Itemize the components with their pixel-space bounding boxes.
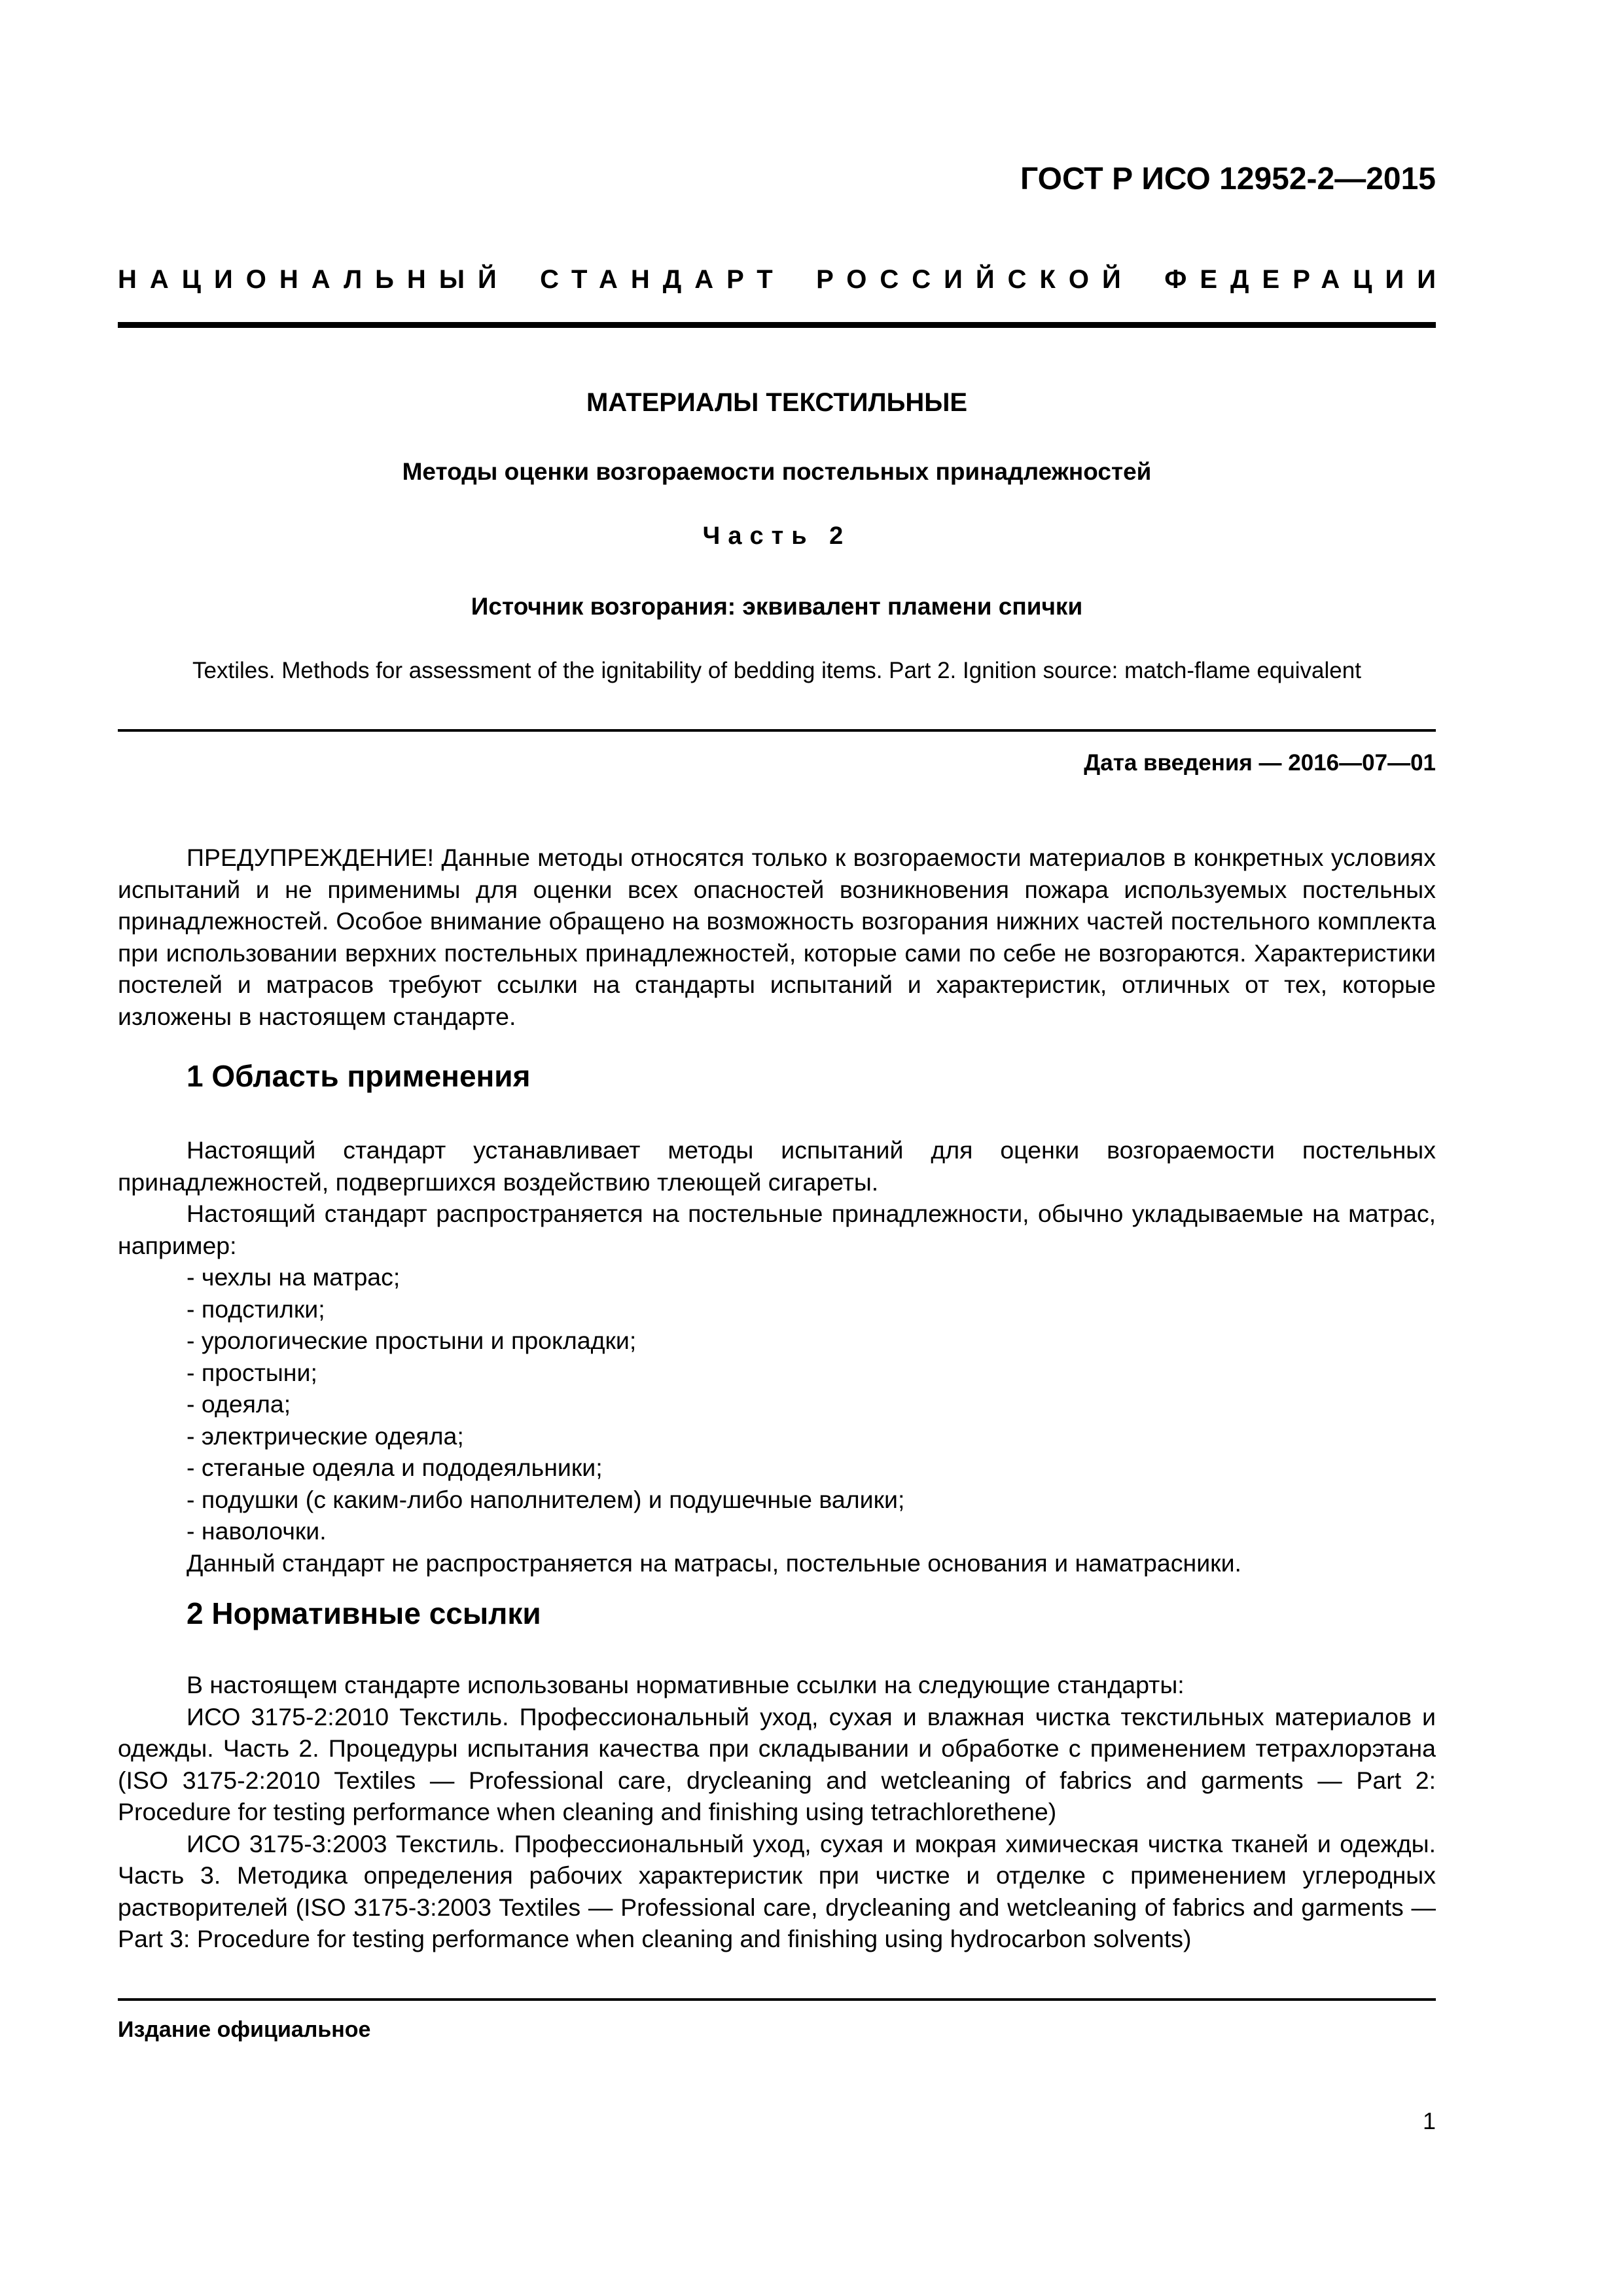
footer-divider xyxy=(118,1998,1436,2001)
bedding-items-list xyxy=(118,1261,1436,1547)
official-edition-label: Издание официальное xyxy=(118,2017,371,2042)
title-divider xyxy=(118,729,1436,732)
reference-iso-3175-3: ИСО 3175-3:2003 Текстиль. Профессиональный уход, сухая и мокрая химическая чистка тканей и одежды. Часть 3. Методика определения рабочих характеристик при чистке и отделке с применением углеродных растворителей (ISO 3175-3:2003 Textiles — Professional care, drycleaning and wetcleaning of fabrics and garments — Part 3: Procedure for testing performance when cleaning and finishing using hydrocarbon solvents) xyxy=(118,1829,1436,1952)
page-number: 1 xyxy=(1422,2108,1436,2134)
warning-text: ПРЕДУПРЕЖДЕНИЕ! Данные методы относятся только к возгораемости материалов в конкретных условиях испытаний и не применимы для оценки всех опасностей возникновения пожара используемых постельных принадлежностей. Особое внимание обращено на возможность возгорания нижних частей постельного комплекта при использовании верхних постельных принадлежностей, которые сами по себе не возгораются. Характеристики постелей и матрасов требуют ссылки на стандарты испытаний и характеристик, отличных от тех, которые изложены в настоящем стандарте. xyxy=(118,844,1436,1030)
banner-word-federation: ФЕДЕРАЦИИ xyxy=(1164,265,1449,294)
section-1-body xyxy=(118,1134,1436,1579)
list-item: - простыни; xyxy=(187,1358,317,1386)
list-item: - подстилки; xyxy=(187,1295,325,1323)
list-item: - одеяла; xyxy=(187,1390,291,1418)
introduction-date: Дата введения — 2016—07—01 xyxy=(1084,750,1436,776)
banner-word-russian: РОССИЙСКОЙ xyxy=(816,265,1134,294)
banner-word-national: НАЦИОНАЛЬНЫЙ xyxy=(118,265,510,294)
national-standard-banner xyxy=(118,265,1449,295)
document-title: МАТЕРИАЛЫ ТЕКСТИЛЬНЫЕ xyxy=(586,388,968,417)
section-1-heading: 1 Область применения xyxy=(187,1059,531,1093)
header-divider xyxy=(118,322,1436,328)
warning-block xyxy=(118,842,1436,1032)
list-item: - чехлы на матрас; xyxy=(187,1263,401,1291)
section-1-paragraph-2: Настоящий стандарт распространяется на постельные принадлежности, обычно укладываемые на матрас, например: xyxy=(118,1200,1436,1259)
section-2-heading: 2 Нормативные ссылки xyxy=(187,1596,541,1630)
part-title: Источник возгорания: эквивалент пламени спички xyxy=(471,593,1083,620)
list-item: - стеганые одеяла и пододеяльники; xyxy=(187,1454,603,1481)
english-title: Textiles. Methods for assessment of the ignitability of bedding items. Part 2. Ignition source: match-flame equivalent xyxy=(192,658,1361,683)
list-item: - электрические одеяла; xyxy=(187,1422,464,1450)
section-1-paragraph-1: Настоящий стандарт устанавливает методы испытаний для оценки возгораемости постельных принадлежностей, подвергшихся воздействию тлеющей сигареты. xyxy=(118,1136,1436,1196)
document-subtitle: Методы оценки возгораемости постельных принадлежностей xyxy=(402,458,1152,485)
section-1-paragraph-3: Данный стандарт не распространяется на матрасы, постельные основания и наматрасники. xyxy=(187,1549,1241,1577)
section-2-body xyxy=(118,1669,1436,1955)
reference-iso-3175-2: ИСО 3175-2:2010 Текстиль. Профессиональный уход, сухая и влажная чистка текстильных материалов и одежды. Часть 2. Процедуры испытания качества при складывании и обработке с применением тетрахлорэтана (ISO 3175-2:2010 Textiles — Professional care, drycleaning and wetcleaning of fabrics and garments — Part 2: Procedure for testing performance when cleaning and finishing using tetrachlorethene) xyxy=(118,1702,1436,1825)
part-label: Часть 2 xyxy=(702,522,851,550)
section-2-paragraph-1: В настоящем стандарте использованы нормативные ссылки на следующие стандарты: xyxy=(187,1671,1185,1698)
list-item: - наволочки. xyxy=(187,1517,327,1545)
banner-word-standard: СТАНДАРТ xyxy=(540,265,786,294)
document-number: ГОСТ Р ИСО 12952-2—2015 xyxy=(1020,162,1436,196)
list-item: - подушки (с каким-либо наполнителем) и подушечные валики; xyxy=(187,1485,905,1513)
list-item: - урологические простыни и прокладки; xyxy=(187,1327,637,1354)
